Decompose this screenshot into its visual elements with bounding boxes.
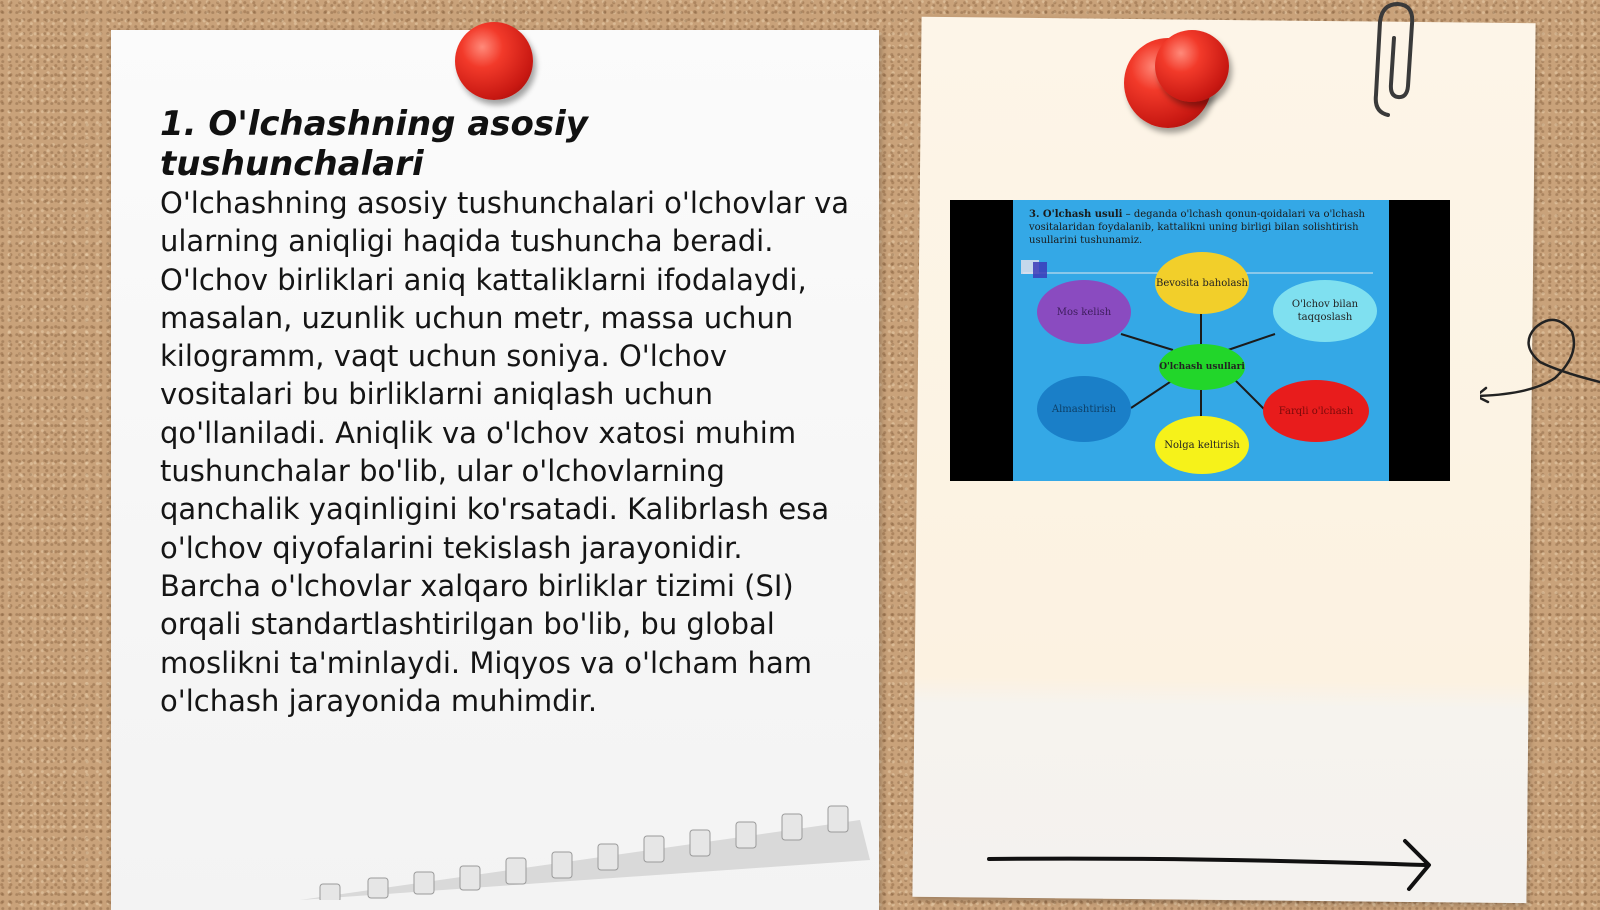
slide-content: [1013, 200, 1389, 481]
body-paragraph: O'lchashning asosiy tushunchalari o'lchovlar va ularning aniqligi haqida tushuncha beradi. O'lchov birliklari aniq kattaliklarni ifodalaydi, masalan, uzunlik uchun metr, massa uchun kilogramm, vaqt uchun soniya. O'lchov vositalari bu birliklarni aniqlash uchun qo'llaniladi. Aniqlik va o'lchov xatosi muhim tushunchalar bo'lib, ular o'lchovlarning qanchalik yaqinligini ko'rsatadi. Kalibrlash esa o'lchov qiyofalarini tekislash jarayonidir. Barcha o'lchovlar xalqaro birliklar tizimi (SI) orqali standartlashtirilgan bo'lib, bu global moslikni ta'minlaydi. Miqyos va o'lcham ham o'lchash jarayonida muhimdir.: [160, 186, 850, 718]
red-pushpin-left: [455, 22, 533, 100]
slide-caption-text: – deganda o'lchash qonun-qoidalari va o'lchash vositalaridan foydalanib, kattalikni uning birligi bilan solishtirish usullarini tushunamiz.: [1029, 209, 1365, 246]
curly-arrow-icon: [1480, 310, 1600, 410]
diagram-node-null-method: Nolga keltirish: [1155, 416, 1249, 474]
diagram-node-coincidence: Mos kelish: [1037, 280, 1131, 344]
slide-caption-bold: 3. O'lchash usuli: [1029, 209, 1123, 220]
diagram-node-center: O'lchash usullari: [1159, 344, 1245, 390]
diagram-node-substitution: Almashtirish: [1037, 376, 1131, 442]
diagram-node-compare-with-measure: O'lchov bilan taqqoslash: [1273, 280, 1377, 342]
long-arrow-right-icon: [985, 835, 1445, 895]
red-pushpin-right-front: [1155, 30, 1229, 102]
diagram-node-direct-assessment: Bevosita baholash: [1155, 252, 1249, 314]
diagram-node-differential: Farqli o'lchash: [1263, 380, 1369, 442]
torn-paper-decoration: [300, 800, 880, 900]
page-title: 1. O'lchashning asosiy tushunchalari: [160, 104, 588, 184]
paperclip-icon: [1372, 0, 1428, 125]
measurement-methods-slide-image: [950, 200, 1450, 481]
